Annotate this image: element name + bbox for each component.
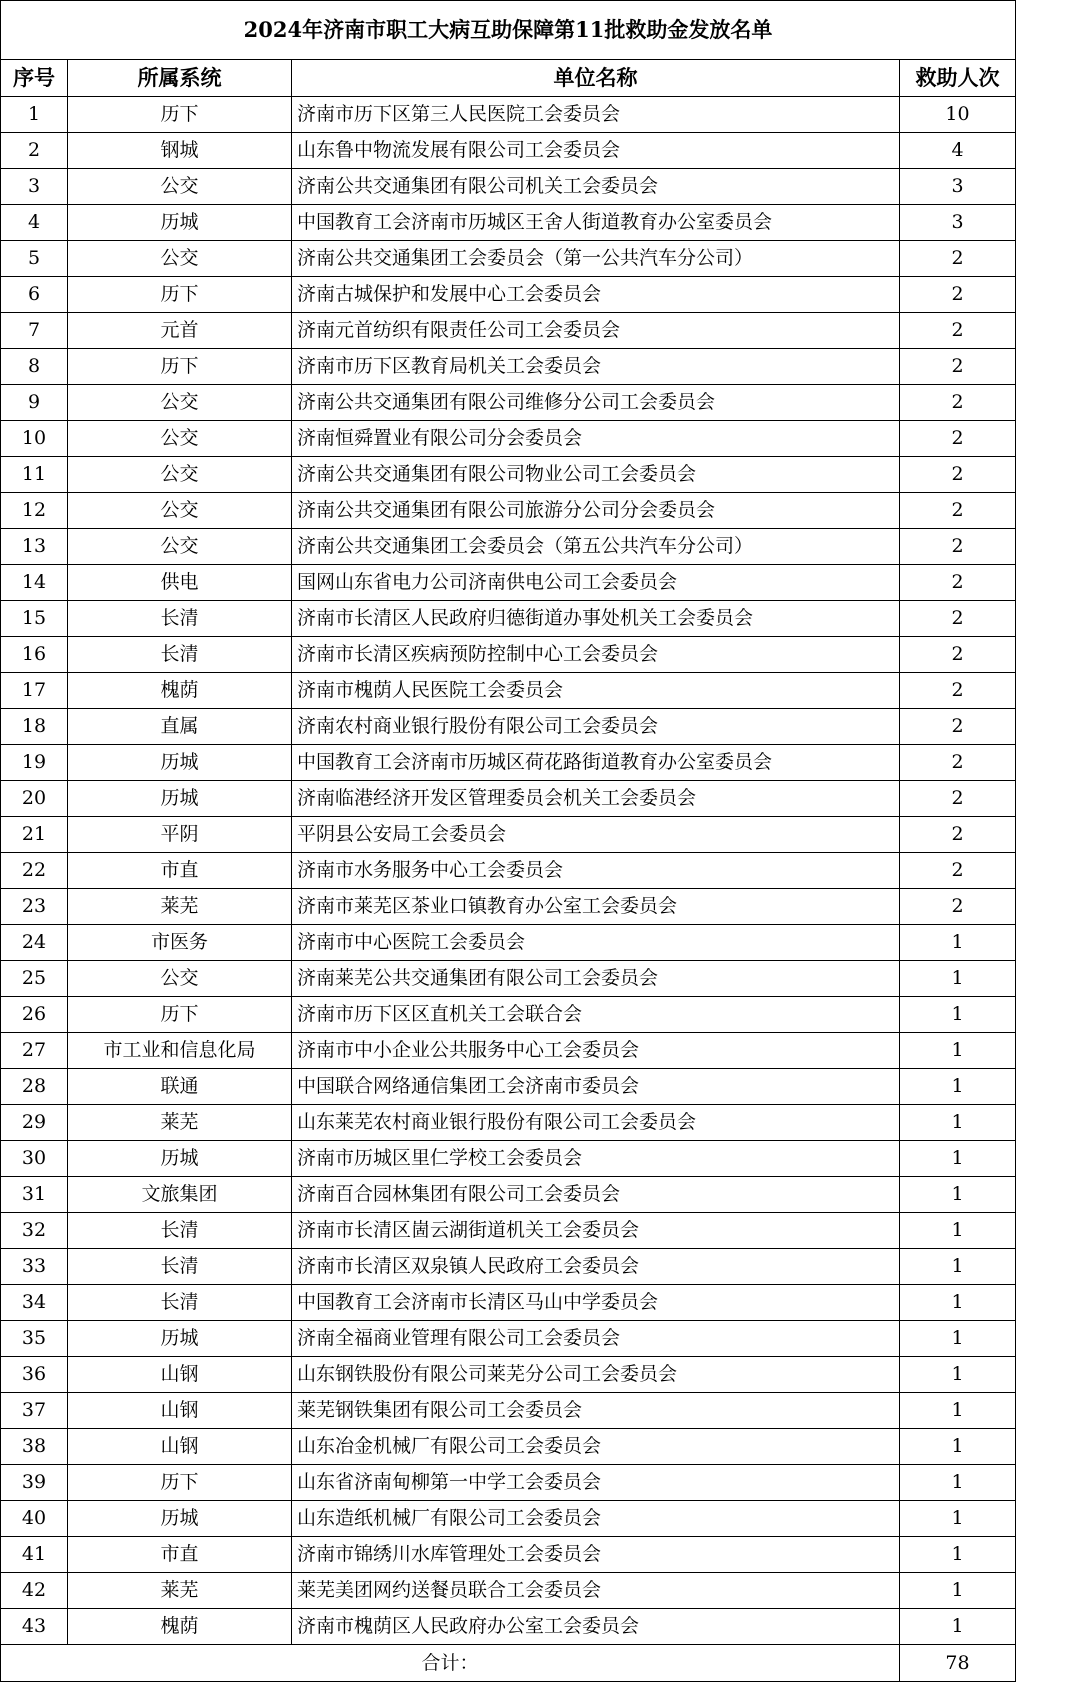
cell-unit: 济南市长清区疾病预防控制中心工会委员会 (292, 637, 900, 673)
table-row (1, 1033, 1016, 1069)
table-row (1, 925, 1016, 961)
cell-system: 长清 (68, 601, 292, 637)
table-row (1, 313, 1016, 349)
cell-index: 42 (1, 1573, 68, 1609)
cell-index: 30 (1, 1141, 68, 1177)
cell-count: 2 (900, 637, 1016, 673)
table-row (1, 1105, 1016, 1141)
table-row (1, 781, 1016, 817)
cell-index: 36 (1, 1357, 68, 1393)
cell-system: 山钢 (68, 1429, 292, 1465)
cell-system: 长清 (68, 637, 292, 673)
cell-count: 2 (900, 745, 1016, 781)
cell-count: 2 (900, 673, 1016, 709)
cell-count: 1 (900, 1213, 1016, 1249)
cell-count: 1 (900, 1033, 1016, 1069)
cell-unit: 济南公共交通集团有限公司维修分公司工会委员会 (292, 385, 900, 421)
cell-count: 1 (900, 1177, 1016, 1213)
cell-system: 槐荫 (68, 1609, 292, 1645)
cell-count: 1 (900, 1573, 1016, 1609)
total-value: 78 (900, 1645, 1016, 1682)
cell-count: 1 (900, 925, 1016, 961)
cell-index: 5 (1, 241, 68, 277)
cell-index: 28 (1, 1069, 68, 1105)
cell-index: 27 (1, 1033, 68, 1069)
title-row (1, 1, 1016, 60)
cell-system: 莱芜 (68, 1105, 292, 1141)
cell-system: 联通 (68, 1069, 292, 1105)
cell-system: 公交 (68, 241, 292, 277)
cell-unit: 济南市中心医院工会委员会 (292, 925, 900, 961)
table-row (1, 817, 1016, 853)
cell-index: 22 (1, 853, 68, 889)
table-row (1, 1285, 1016, 1321)
cell-count: 1 (900, 1501, 1016, 1537)
cell-index: 2 (1, 133, 68, 169)
table-row (1, 1249, 1016, 1285)
cell-count: 2 (900, 709, 1016, 745)
cell-unit: 济南农村商业银行股份有限公司工会委员会 (292, 709, 900, 745)
cell-unit: 山东造纸机械厂有限公司工会委员会 (292, 1501, 900, 1537)
cell-unit: 平阴县公安局工会委员会 (292, 817, 900, 853)
cell-unit: 济南百合园林集团有限公司工会委员会 (292, 1177, 900, 1213)
cell-unit: 济南公共交通集团工会委员会（第五公共汽车分公司） (292, 529, 900, 565)
cell-unit: 山东钢铁股份有限公司莱芜分公司工会委员会 (292, 1357, 900, 1393)
table-row (1, 853, 1016, 889)
cell-index: 33 (1, 1249, 68, 1285)
cell-index: 38 (1, 1429, 68, 1465)
cell-unit: 济南元首纺织有限责任公司工会委员会 (292, 313, 900, 349)
cell-unit: 济南公共交通集团有限公司机关工会委员会 (292, 169, 900, 205)
cell-unit: 中国教育工会济南市长清区马山中学委员会 (292, 1285, 900, 1321)
cell-count: 2 (900, 601, 1016, 637)
cell-count: 2 (900, 781, 1016, 817)
cell-index: 34 (1, 1285, 68, 1321)
table-row (1, 1429, 1016, 1465)
total-row (1, 1645, 1016, 1682)
cell-count: 2 (900, 313, 1016, 349)
table-row (1, 1609, 1016, 1645)
cell-count: 2 (900, 853, 1016, 889)
cell-index: 6 (1, 277, 68, 313)
cell-count: 2 (900, 241, 1016, 277)
table-row (1, 745, 1016, 781)
cell-count: 2 (900, 421, 1016, 457)
table-row (1, 961, 1016, 997)
table-row (1, 601, 1016, 637)
cell-system: 文旅集团 (68, 1177, 292, 1213)
cell-count: 1 (900, 1537, 1016, 1573)
cell-unit: 济南市历下区区直机关工会联合会 (292, 997, 900, 1033)
table-row (1, 709, 1016, 745)
cell-system: 元首 (68, 313, 292, 349)
cell-count: 3 (900, 169, 1016, 205)
cell-system: 市直 (68, 1537, 292, 1573)
cell-index: 26 (1, 997, 68, 1033)
cell-count: 1 (900, 1393, 1016, 1429)
header-count: 救助人次 (900, 60, 1016, 97)
table-row (1, 493, 1016, 529)
cell-count: 1 (900, 1141, 1016, 1177)
cell-count: 2 (900, 817, 1016, 853)
cell-unit: 济南全福商业管理有限公司工会委员会 (292, 1321, 900, 1357)
cell-index: 11 (1, 457, 68, 493)
cell-index: 31 (1, 1177, 68, 1213)
cell-system: 长清 (68, 1285, 292, 1321)
cell-unit: 济南市历城区里仁学校工会委员会 (292, 1141, 900, 1177)
cell-system: 公交 (68, 961, 292, 997)
cell-unit: 山东冶金机械厂有限公司工会委员会 (292, 1429, 900, 1465)
cell-index: 43 (1, 1609, 68, 1645)
table-row (1, 133, 1016, 169)
cell-index: 40 (1, 1501, 68, 1537)
table-row (1, 1465, 1016, 1501)
table-row (1, 97, 1016, 133)
cell-system: 公交 (68, 529, 292, 565)
cell-index: 24 (1, 925, 68, 961)
cell-unit: 济南市长清区人民政府归德街道办事处机关工会委员会 (292, 601, 900, 637)
cell-unit: 济南恒舜置业有限公司分会委员会 (292, 421, 900, 457)
cell-index: 13 (1, 529, 68, 565)
header-system: 所属系统 (68, 60, 292, 97)
table-row (1, 457, 1016, 493)
cell-count: 2 (900, 457, 1016, 493)
cell-system: 历城 (68, 205, 292, 241)
cell-count: 2 (900, 277, 1016, 313)
cell-system: 历城 (68, 1321, 292, 1357)
table-row (1, 1177, 1016, 1213)
cell-unit: 济南市历下区教育局机关工会委员会 (292, 349, 900, 385)
cell-unit: 济南市历下区第三人民医院工会委员会 (292, 97, 900, 133)
cell-unit: 济南莱芜公共交通集团有限公司工会委员会 (292, 961, 900, 997)
table-title: 2024年济南市职工大病互助保障第11批救助金发放名单 (1, 1, 1016, 60)
cell-system: 公交 (68, 169, 292, 205)
table-row (1, 1213, 1016, 1249)
cell-system: 山钢 (68, 1393, 292, 1429)
table-row (1, 889, 1016, 925)
cell-index: 25 (1, 961, 68, 997)
cell-index: 35 (1, 1321, 68, 1357)
cell-system: 山钢 (68, 1357, 292, 1393)
table-row (1, 277, 1016, 313)
cell-system: 市工业和信息化局 (68, 1033, 292, 1069)
cell-index: 29 (1, 1105, 68, 1141)
table-row (1, 997, 1016, 1033)
cell-unit: 中国联合网络通信集团工会济南市委员会 (292, 1069, 900, 1105)
cell-count: 1 (900, 1465, 1016, 1501)
cell-index: 9 (1, 385, 68, 421)
cell-system: 历城 (68, 1501, 292, 1537)
cell-index: 19 (1, 745, 68, 781)
cell-count: 1 (900, 961, 1016, 997)
table-row (1, 421, 1016, 457)
cell-unit: 莱芜美团网约送餐员联合工会委员会 (292, 1573, 900, 1609)
cell-unit: 济南临港经济开发区管理委员会机关工会委员会 (292, 781, 900, 817)
cell-index: 20 (1, 781, 68, 817)
cell-count: 2 (900, 349, 1016, 385)
cell-system: 长清 (68, 1249, 292, 1285)
cell-count: 2 (900, 493, 1016, 529)
cell-system: 公交 (68, 421, 292, 457)
cell-index: 39 (1, 1465, 68, 1501)
cell-system: 历下 (68, 997, 292, 1033)
table-row (1, 1537, 1016, 1573)
cell-count: 1 (900, 1429, 1016, 1465)
cell-system: 历城 (68, 781, 292, 817)
cell-system: 历下 (68, 277, 292, 313)
header-index: 序号 (1, 60, 68, 97)
cell-index: 12 (1, 493, 68, 529)
table-row (1, 205, 1016, 241)
header-row (1, 60, 1016, 97)
cell-unit: 济南市莱芜区茶业口镇教育办公室工会委员会 (292, 889, 900, 925)
cell-index: 15 (1, 601, 68, 637)
cell-unit: 济南市中小企业公共服务中心工会委员会 (292, 1033, 900, 1069)
cell-index: 14 (1, 565, 68, 601)
cell-count: 10 (900, 97, 1016, 133)
cell-index: 8 (1, 349, 68, 385)
table-row (1, 1573, 1016, 1609)
cell-system: 供电 (68, 565, 292, 601)
cell-unit: 济南公共交通集团工会委员会（第一公共汽车分公司） (292, 241, 900, 277)
cell-index: 32 (1, 1213, 68, 1249)
cell-system: 长清 (68, 1213, 292, 1249)
cell-system: 槐荫 (68, 673, 292, 709)
cell-index: 16 (1, 637, 68, 673)
cell-unit: 山东省济南甸柳第一中学工会委员会 (292, 1465, 900, 1501)
cell-unit: 济南公共交通集团有限公司物业公司工会委员会 (292, 457, 900, 493)
table-row (1, 1141, 1016, 1177)
cell-index: 4 (1, 205, 68, 241)
cell-unit: 济南市长清区崮云湖街道机关工会委员会 (292, 1213, 900, 1249)
table-row (1, 1069, 1016, 1105)
table-row (1, 1321, 1016, 1357)
cell-unit: 济南市长清区双泉镇人民政府工会委员会 (292, 1249, 900, 1285)
cell-unit: 济南市水务服务中心工会委员会 (292, 853, 900, 889)
cell-count: 2 (900, 529, 1016, 565)
table-row (1, 349, 1016, 385)
table-row (1, 529, 1016, 565)
table-row (1, 637, 1016, 673)
cell-unit: 山东鲁中物流发展有限公司工会委员会 (292, 133, 900, 169)
cell-system: 直属 (68, 709, 292, 745)
header-unit: 单位名称 (292, 60, 900, 97)
cell-system: 历城 (68, 745, 292, 781)
cell-count: 1 (900, 1249, 1016, 1285)
cell-system: 历城 (68, 1141, 292, 1177)
cell-system: 市医务 (68, 925, 292, 961)
cell-unit: 莱芜钢铁集团有限公司工会委员会 (292, 1393, 900, 1429)
table-row (1, 169, 1016, 205)
cell-count: 4 (900, 133, 1016, 169)
cell-system: 平阴 (68, 817, 292, 853)
cell-system: 市直 (68, 853, 292, 889)
cell-unit: 济南公共交通集团有限公司旅游分公司分会委员会 (292, 493, 900, 529)
cell-index: 17 (1, 673, 68, 709)
cell-count: 1 (900, 1357, 1016, 1393)
cell-unit: 国网山东省电力公司济南供电公司工会委员会 (292, 565, 900, 601)
cell-index: 21 (1, 817, 68, 853)
cell-system: 莱芜 (68, 889, 292, 925)
table-row (1, 385, 1016, 421)
cell-index: 10 (1, 421, 68, 457)
table-row (1, 1357, 1016, 1393)
table-row (1, 673, 1016, 709)
cell-system: 公交 (68, 493, 292, 529)
cell-index: 3 (1, 169, 68, 205)
table-row (1, 565, 1016, 601)
cell-count: 1 (900, 997, 1016, 1033)
cell-unit: 济南市槐荫人民医院工会委员会 (292, 673, 900, 709)
cell-count: 3 (900, 205, 1016, 241)
cell-unit: 山东莱芜农村商业银行股份有限公司工会委员会 (292, 1105, 900, 1141)
cell-count: 2 (900, 889, 1016, 925)
cell-system: 历下 (68, 349, 292, 385)
cell-index: 1 (1, 97, 68, 133)
cell-unit: 济南市锦绣川水库管理处工会委员会 (292, 1537, 900, 1573)
cell-unit: 中国教育工会济南市历城区荷花路街道教育办公室委员会 (292, 745, 900, 781)
table-row (1, 1393, 1016, 1429)
cell-index: 37 (1, 1393, 68, 1429)
cell-system: 历下 (68, 1465, 292, 1501)
cell-unit: 济南古城保护和发展中心工会委员会 (292, 277, 900, 313)
cell-index: 23 (1, 889, 68, 925)
cell-count: 1 (900, 1105, 1016, 1141)
total-label: 合计： (1, 1645, 900, 1682)
cell-unit: 中国教育工会济南市历城区王舍人街道教育办公室委员会 (292, 205, 900, 241)
cell-count: 1 (900, 1069, 1016, 1105)
cell-system: 公交 (68, 457, 292, 493)
cell-system: 公交 (68, 385, 292, 421)
cell-index: 41 (1, 1537, 68, 1573)
table-row (1, 241, 1016, 277)
cell-index: 7 (1, 313, 68, 349)
table-row (1, 1501, 1016, 1537)
cell-system: 历下 (68, 97, 292, 133)
cell-count: 1 (900, 1285, 1016, 1321)
cell-count: 2 (900, 385, 1016, 421)
cell-count: 2 (900, 565, 1016, 601)
cell-count: 1 (900, 1321, 1016, 1357)
cell-unit: 济南市槐荫区人民政府办公室工会委员会 (292, 1609, 900, 1645)
cell-system: 钢城 (68, 133, 292, 169)
cell-system: 莱芜 (68, 1573, 292, 1609)
cell-index: 18 (1, 709, 68, 745)
cell-count: 1 (900, 1609, 1016, 1645)
